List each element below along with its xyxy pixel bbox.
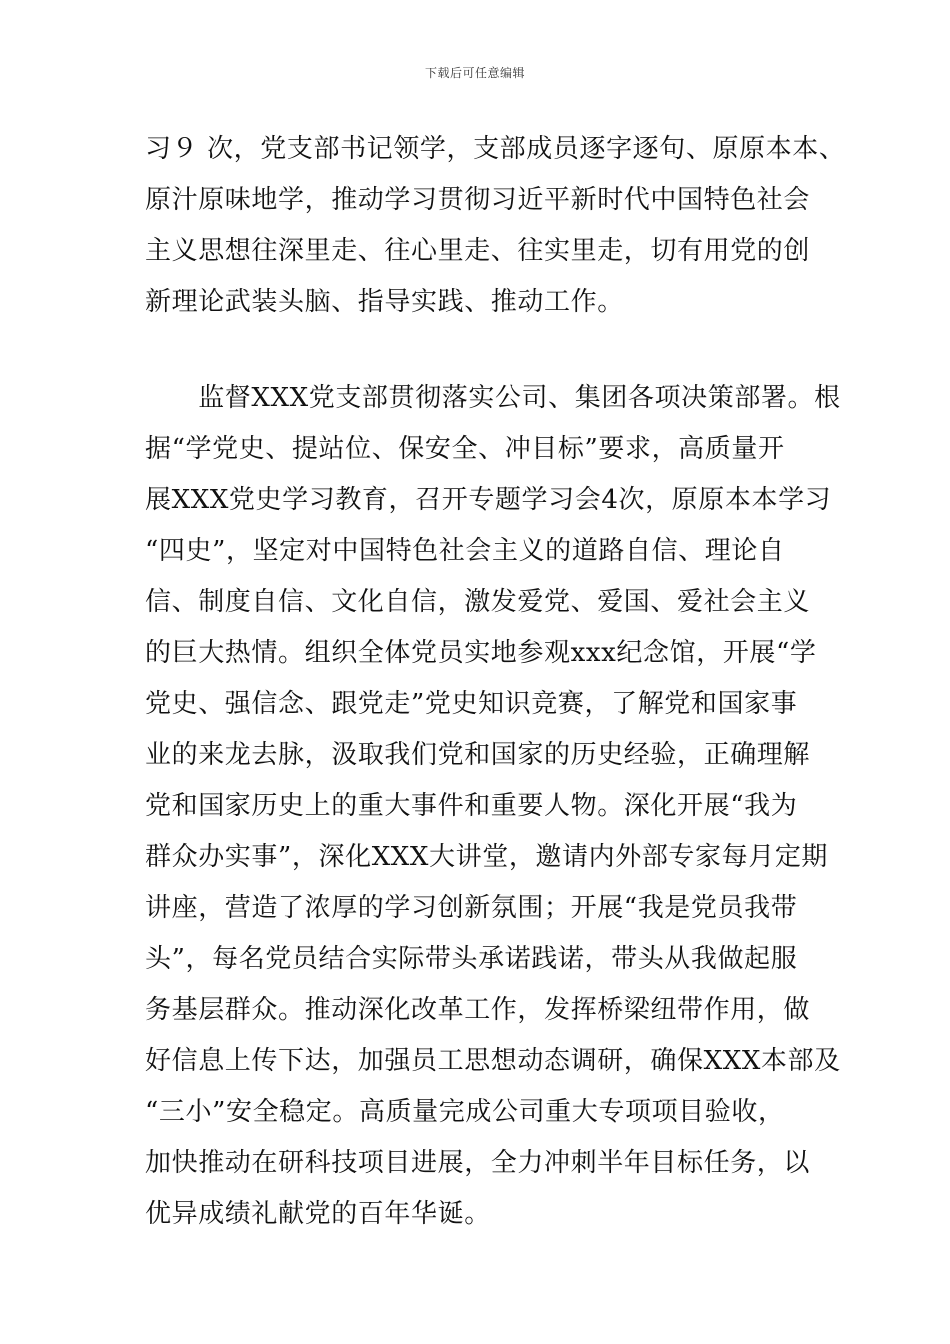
text-line: 头”，每名党员结合实际带头承诺践诺，带头从我做起服 — [145, 944, 798, 974]
text-line: 好信息上传下达，加强员工思想动态调研，确保XXX本部及 — [145, 1046, 841, 1076]
text-line: 主义思想往深里走、往心里走、往实里走，切有用党的创 — [145, 236, 811, 266]
text-line: 优异成绩礼献党的百年华诞。 — [145, 1199, 491, 1229]
text-line: 讲座，营造了浓厚的学习创新氛围；开展“我是党员我带 — [145, 893, 798, 923]
text-line: 监督XXX党支部贯彻落实公司、集团各项决策部署。根 — [145, 383, 841, 413]
text-line: 信、制度自信、文化自信，激发爱党、爱国、爱社会主义 — [145, 587, 811, 617]
text-line: 的巨大热情。组织全体党员实地参观xxx纪念馆，开展“学 — [145, 638, 817, 668]
text-line: 新理论武装头脑、指导实践、推动工作。 — [145, 287, 624, 317]
text-line: 展XXX党史学习教育，召开专题学习会4次，原原本本学习 — [145, 485, 832, 515]
page-header: 下载后可任意编辑 — [424, 66, 525, 80]
text-line: 原汁原味地学，推动学习贯彻习近平新时代中国特色社会 — [145, 185, 811, 215]
text-line: “四史”，坚定对中国特色社会主义的道路自信、理论自 — [145, 536, 785, 566]
text-line: 据“学党史、提站位、保安全、冲目标”要求，高质量开 — [145, 434, 785, 464]
text-line: 务基层群众。推动深化改革工作，发挥桥梁纽带作用，做 — [145, 995, 811, 1025]
text-line: 党和国家历史上的重大事件和重要人物。深化开展“我为 — [145, 791, 798, 821]
text-line: “三小”安全稳定。高质量完成公司重大专项项目验收， — [145, 1097, 785, 1127]
text-line: 加快推动在研科技项目进展，全力冲刺半年目标任务，以 — [145, 1148, 811, 1178]
paragraph-1 — [145, 124, 846, 328]
text-line: 习９ 次，党支部书记领学，支部成员逐字逐句、原原本本、 — [145, 134, 846, 164]
text-line: 党史、强信念、跟党走”党史知识竞赛，了解党和国家事 — [145, 689, 798, 719]
text-line: 群众办实事”，深化XXX大讲堂，邀请内外部专家每月定期 — [145, 842, 829, 872]
text-line: 业的来龙去脉，汲取我们党和国家的历史经验，正确理解 — [145, 740, 811, 770]
paragraph-2 — [145, 373, 841, 1240]
